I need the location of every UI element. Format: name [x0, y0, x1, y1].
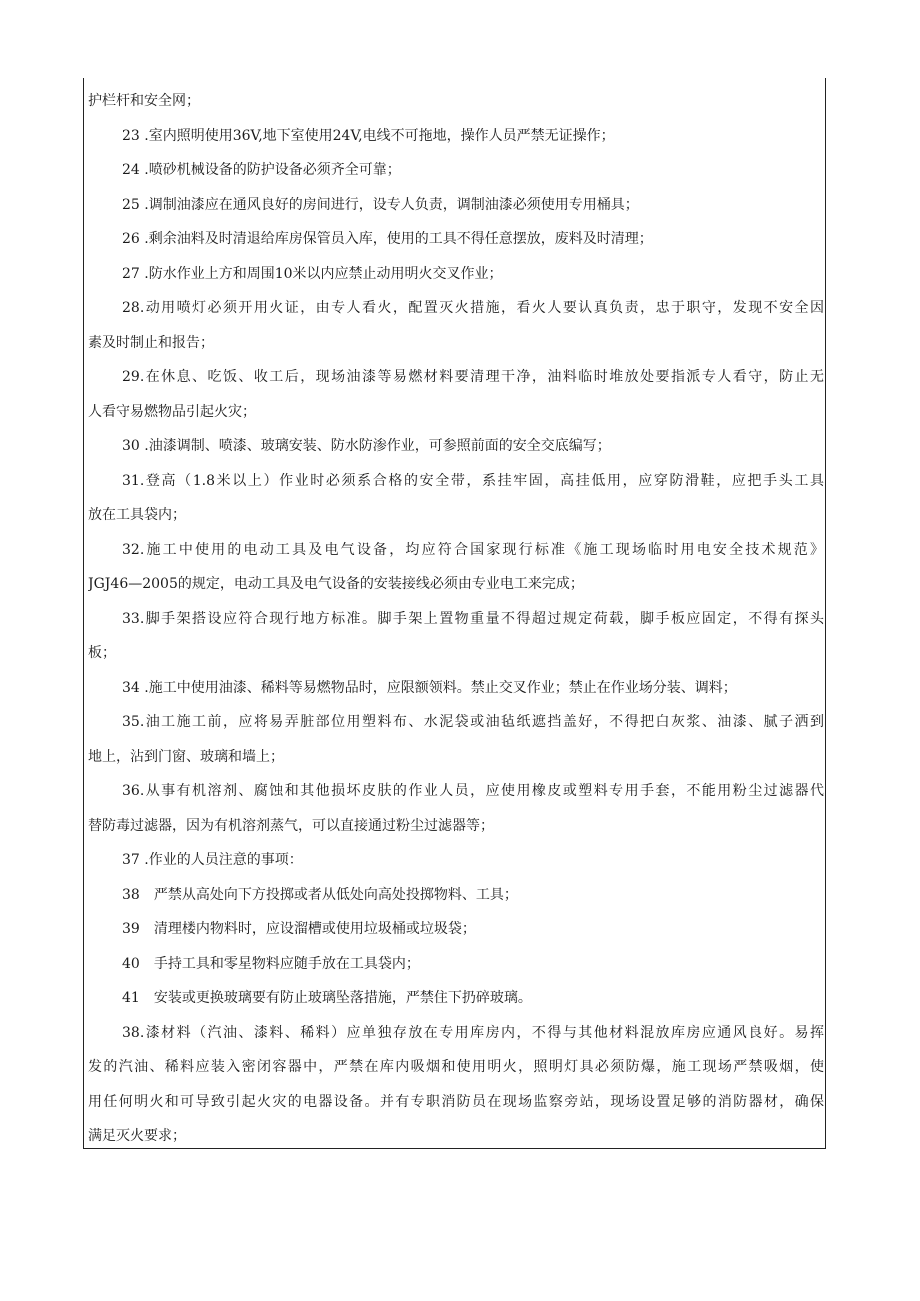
text-line: 34 .施工中使用油漆、稀料等易燃物品时，应限额领料。禁止交叉作业；禁止在作业场分装、调料；	[122, 679, 737, 696]
text-line: 30 .油漆调制、喷漆、玻璃安装、防水防渗作业，可参照前面的安全交底编写；	[122, 438, 611, 454]
text-line: 38.漆材料（汽油、漆料、稀料）应单独存放在专用库房内，不得与其他材料混放库房应通风良好。易挥	[122, 1024, 824, 1041]
text-line: JGJ46—2005的规定，电动工具及电气设备的安装接线必须由专业电工来完成；	[88, 576, 584, 592]
text-line: 29.在休息、吃饭、收工后，现场油漆等易燃材料要清理干净，油料临时堆放处要指派专人看守，防止无	[122, 369, 824, 385]
text-line: 33.脚手架搭设应符合现行地方标准。脚手架上置物重量不得超过规定荷载，脚手板应固定，不得有探头	[122, 610, 824, 627]
text-line: 护栏杆和安全网；	[88, 93, 200, 109]
table-cell-frame	[83, 78, 826, 1149]
text-line: 满足灭火要求；	[88, 1128, 186, 1144]
text-line: 25 .调制油漆应在通风良好的房间进行，设专人负责，调制油漆必须使用专用桶具；	[122, 196, 639, 213]
text-line: 24 .喷砂机械设备的防护设备必须齐全可靠；	[122, 162, 401, 178]
text-line: 板；	[88, 645, 116, 661]
text-line: 人看守易燃物品引起火灾；	[88, 403, 256, 420]
text-line: 41 安装或更换玻璃要有防止玻璃坠落措施，严禁住下扔碎玻璃。	[122, 990, 532, 1006]
text-line: 39 清理楼内物料时，应设溜槽或使用垃圾桶或垃圾袋；	[122, 921, 476, 937]
text-line: 37 .作业的人员注意的事项：	[122, 852, 303, 868]
document-body	[88, 84, 824, 1154]
text-line: 40 手持工具和零星物料应随手放在工具袋内；	[122, 955, 420, 972]
text-line: 用任何明火和可导致引起火灾的电器设备。并有专职消防员在现场监察旁站，现场设置足够的消防器材，确保	[88, 1093, 824, 1110]
text-line: 23 .室内照明使用36V,地下室使用24V,电线不可拖地，操作人员严禁无证操作；	[122, 127, 615, 144]
text-line: 38 严禁从高处向下方投掷或者从低处向高处投掷物料、工具；	[122, 886, 518, 903]
text-line: 35.油工施工前，应将易弄脏部位用塑料布、水泥袋或油毡纸遮挡盖好，不得把白灰浆、油漆、腻子洒到	[122, 714, 824, 730]
text-line: 26 .剩余油料及时清退给库房保管员入库，使用的工具不得任意摆放，废料及时清理；	[122, 231, 653, 247]
text-line: 28.动用喷灯必须开用火证，由专人看火，配置灭火措施，看火人要认真负责，忠于职守，发现不安全因	[122, 300, 824, 316]
text-line: 发的汽油、稀料应装入密闭容器中，严禁在库内吸烟和使用明火，照明灯具必须防爆，施工现场严禁吸烟，使	[88, 1059, 824, 1075]
text-line: 27 .防水作业上方和周围10米以内应禁止动用明火交叉作业；	[122, 265, 503, 282]
text-line: 素及时制止和报告；	[88, 334, 214, 351]
text-line: 放在工具袋内；	[88, 507, 186, 523]
text-line: 替防毒过滤器，因为有机溶剂蒸气，可以直接通过粉尘过滤器等；	[88, 817, 494, 834]
text-line: 地上，沾到门窗、玻璃和墙上；	[88, 748, 284, 765]
text-line: 36.从事有机溶剂、腐蚀和其他损坏皮肤的作业人员，应使用橡皮或塑料专用手套，不能用粉尘过滤器代	[122, 783, 824, 799]
text-line: 31.登高（1.8米以上）作业时必须系合格的安全带，系挂牢固，高挂低用，应穿防滑鞋，应把手头工具	[122, 472, 824, 489]
text-line: 32.施工中使用的电动工具及电气设备，均应符合国家现行标准《施工现场临时用电安全技术规范》	[122, 541, 824, 558]
